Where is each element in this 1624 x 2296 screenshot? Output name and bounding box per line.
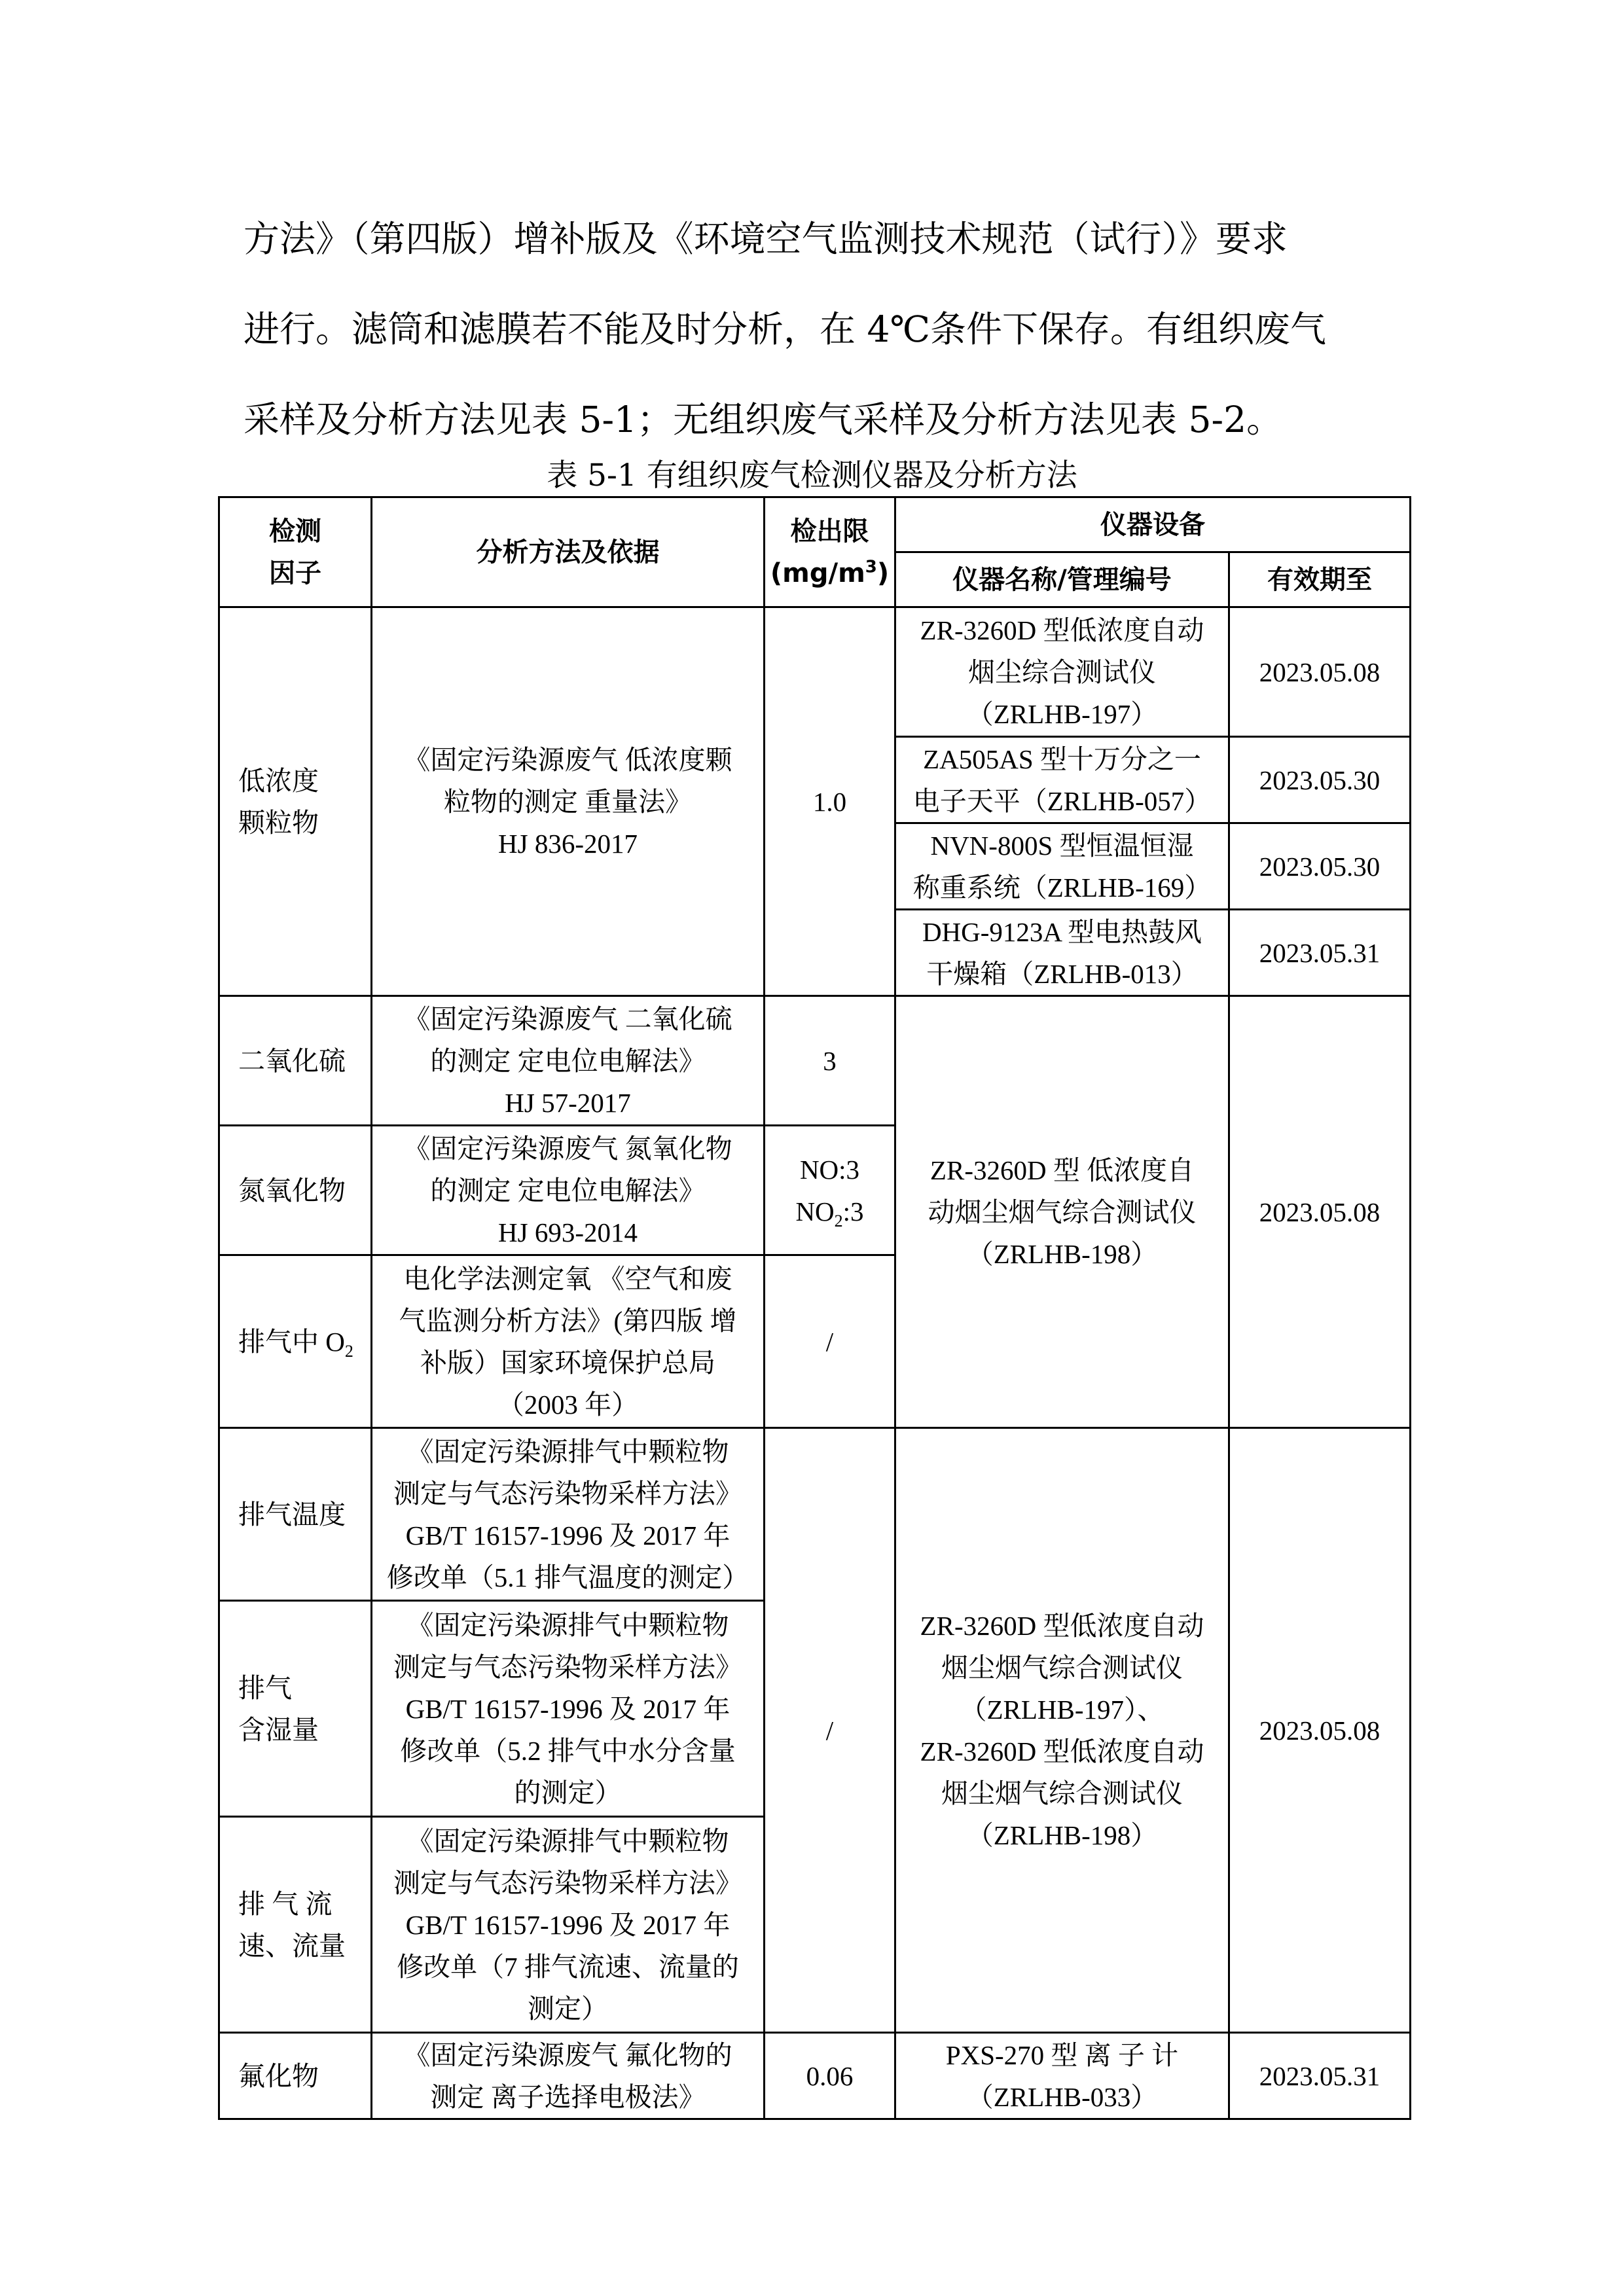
limit-particulate: 1.0 bbox=[765, 607, 895, 996]
paragraph-line: 采样及分析方法见表 5-1；无组织废气采样及分析方法见表 5-2。 bbox=[244, 399, 1283, 440]
paragraph-line: 方法》（第四版）增补版及《环境空气监测技术规范（试行）》要求 bbox=[244, 218, 1288, 260]
instrument-cell: NVN-800S 型恒温恒湿 称重系统（ZRLHB-169） bbox=[895, 823, 1229, 910]
method-so2: 《固定污染源废气 二氧化硫 的测定 定电位电解法》 HJ 57-2017 bbox=[372, 996, 765, 1126]
factor-so2: 二氧化硫 bbox=[219, 996, 372, 1126]
valid-cell: 2023.05.08 bbox=[1229, 607, 1411, 737]
table-row bbox=[219, 607, 1411, 737]
method-fluoride: 《固定污染源废气 氟化物的 测定 离子选择电极法》 bbox=[372, 2033, 765, 2119]
valid-cell: 2023.05.08 bbox=[1229, 996, 1411, 1428]
valid-cell: 2023.05.30 bbox=[1229, 823, 1411, 910]
method-nox: 《固定污染源废气 氮氧化物 的测定 定电位电解法》 HJ 693-2014 bbox=[372, 1126, 765, 1255]
limit-o2: / bbox=[765, 1255, 895, 1428]
limit-exhaust: / bbox=[765, 1428, 895, 2033]
factor-particulate: 低浓度 颗粒物 bbox=[219, 607, 372, 996]
header-factor: 检测 因子 bbox=[219, 497, 372, 607]
factor-nox: 氮氧化物 bbox=[219, 1126, 372, 1255]
valid-cell: 2023.05.30 bbox=[1229, 737, 1411, 823]
table-row bbox=[219, 1428, 1411, 1601]
valid-cell: 2023.05.08 bbox=[1229, 1428, 1411, 2033]
limit-fluoride: 0.06 bbox=[765, 2033, 895, 2119]
instrument-cell: ZA505AS 型十万分之一 电子天平（ZRLHB-057） bbox=[895, 737, 1229, 823]
instrument-cell: ZR-3260D 型低浓度自动 烟尘烟气综合测试仪 （ZRLHB-197）、 ZR-3260D 型低浓度自动 烟尘烟气综合测试仪 （ZRLHB-198） bbox=[895, 1428, 1229, 2033]
header-method: 分析方法及依据 bbox=[372, 497, 765, 607]
factor-flow: 排 气 流 速、流量 bbox=[219, 1817, 372, 2033]
instrument-cell: ZR-3260D 型 低浓度自 动烟尘烟气综合测试仪 （ZRLHB-198） bbox=[895, 996, 1229, 1428]
table-row bbox=[219, 2033, 1411, 2119]
instrument-cell: PXS-270 型 离 子 计 （ZRLHB-033） bbox=[895, 2033, 1229, 2119]
header-limit: 检出限 $(mg/m^3)$ bbox=[765, 497, 895, 607]
method-temp: 《固定污染源排气中颗粒物 测定与气态污染物采样方法》 GB/T 16157-1996 及 2017 年 修改单（5.1 排气温度的测定） bbox=[372, 1428, 765, 1601]
header-equipment: 仪器设备 bbox=[895, 497, 1411, 552]
instrument-cell: ZR-3260D 型低浓度自动 烟尘综合测试仪 （ZRLHB-197） bbox=[895, 607, 1229, 737]
valid-cell: 2023.05.31 bbox=[1229, 2033, 1411, 2119]
method-particulate: 《固定污染源废气 低浓度颗 粒物的测定 重量法》 HJ 836-2017 bbox=[372, 607, 765, 996]
method-moisture: 《固定污染源排气中颗粒物 测定与气态污染物采样方法》 GB/T 16157-1996 及 2017 年 修改单（5.2 排气中水分含量 的测定） bbox=[372, 1601, 765, 1817]
table-caption: 表 5-1 有组织废气检测仪器及分析方法 bbox=[547, 457, 1077, 493]
factor-temp: 排气温度 bbox=[219, 1428, 372, 1601]
valid-cell: 2023.05.31 bbox=[1229, 910, 1411, 996]
table-row bbox=[219, 996, 1411, 1126]
limit-nox: NO:3 $NO_2:3$ bbox=[765, 1126, 895, 1255]
factor-o2: 排气中 $O_2$ bbox=[219, 1255, 372, 1428]
header-valid: 有效期至 bbox=[1229, 552, 1411, 607]
paragraph-line: 进行。滤筒和滤膜若不能及时分析，在 4℃条件下保存。有组织废气 bbox=[244, 308, 1327, 350]
factor-moisture: 排气 含湿量 bbox=[219, 1601, 372, 1817]
header-instrument: 仪器名称/管理编号 bbox=[895, 552, 1229, 607]
limit-so2: 3 bbox=[765, 996, 895, 1126]
method-flow: 《固定污染源排气中颗粒物 测定与气态污染物采样方法》 GB/T 16157-1996 及 2017 年 修改单（7 排气流速、流量的 测定） bbox=[372, 1817, 765, 2033]
method-o2: 电化学法测定氧 《空气和废 气监测分析方法》(第四版 增 补版）国家环境保护总局 （2003 年） bbox=[372, 1255, 765, 1428]
instrument-cell: DHG-9123A 型电热鼓风 干燥箱（ZRLHB-013） bbox=[895, 910, 1229, 996]
factor-fluoride: 氟化物 bbox=[219, 2033, 372, 2119]
method-table bbox=[218, 496, 1411, 2120]
